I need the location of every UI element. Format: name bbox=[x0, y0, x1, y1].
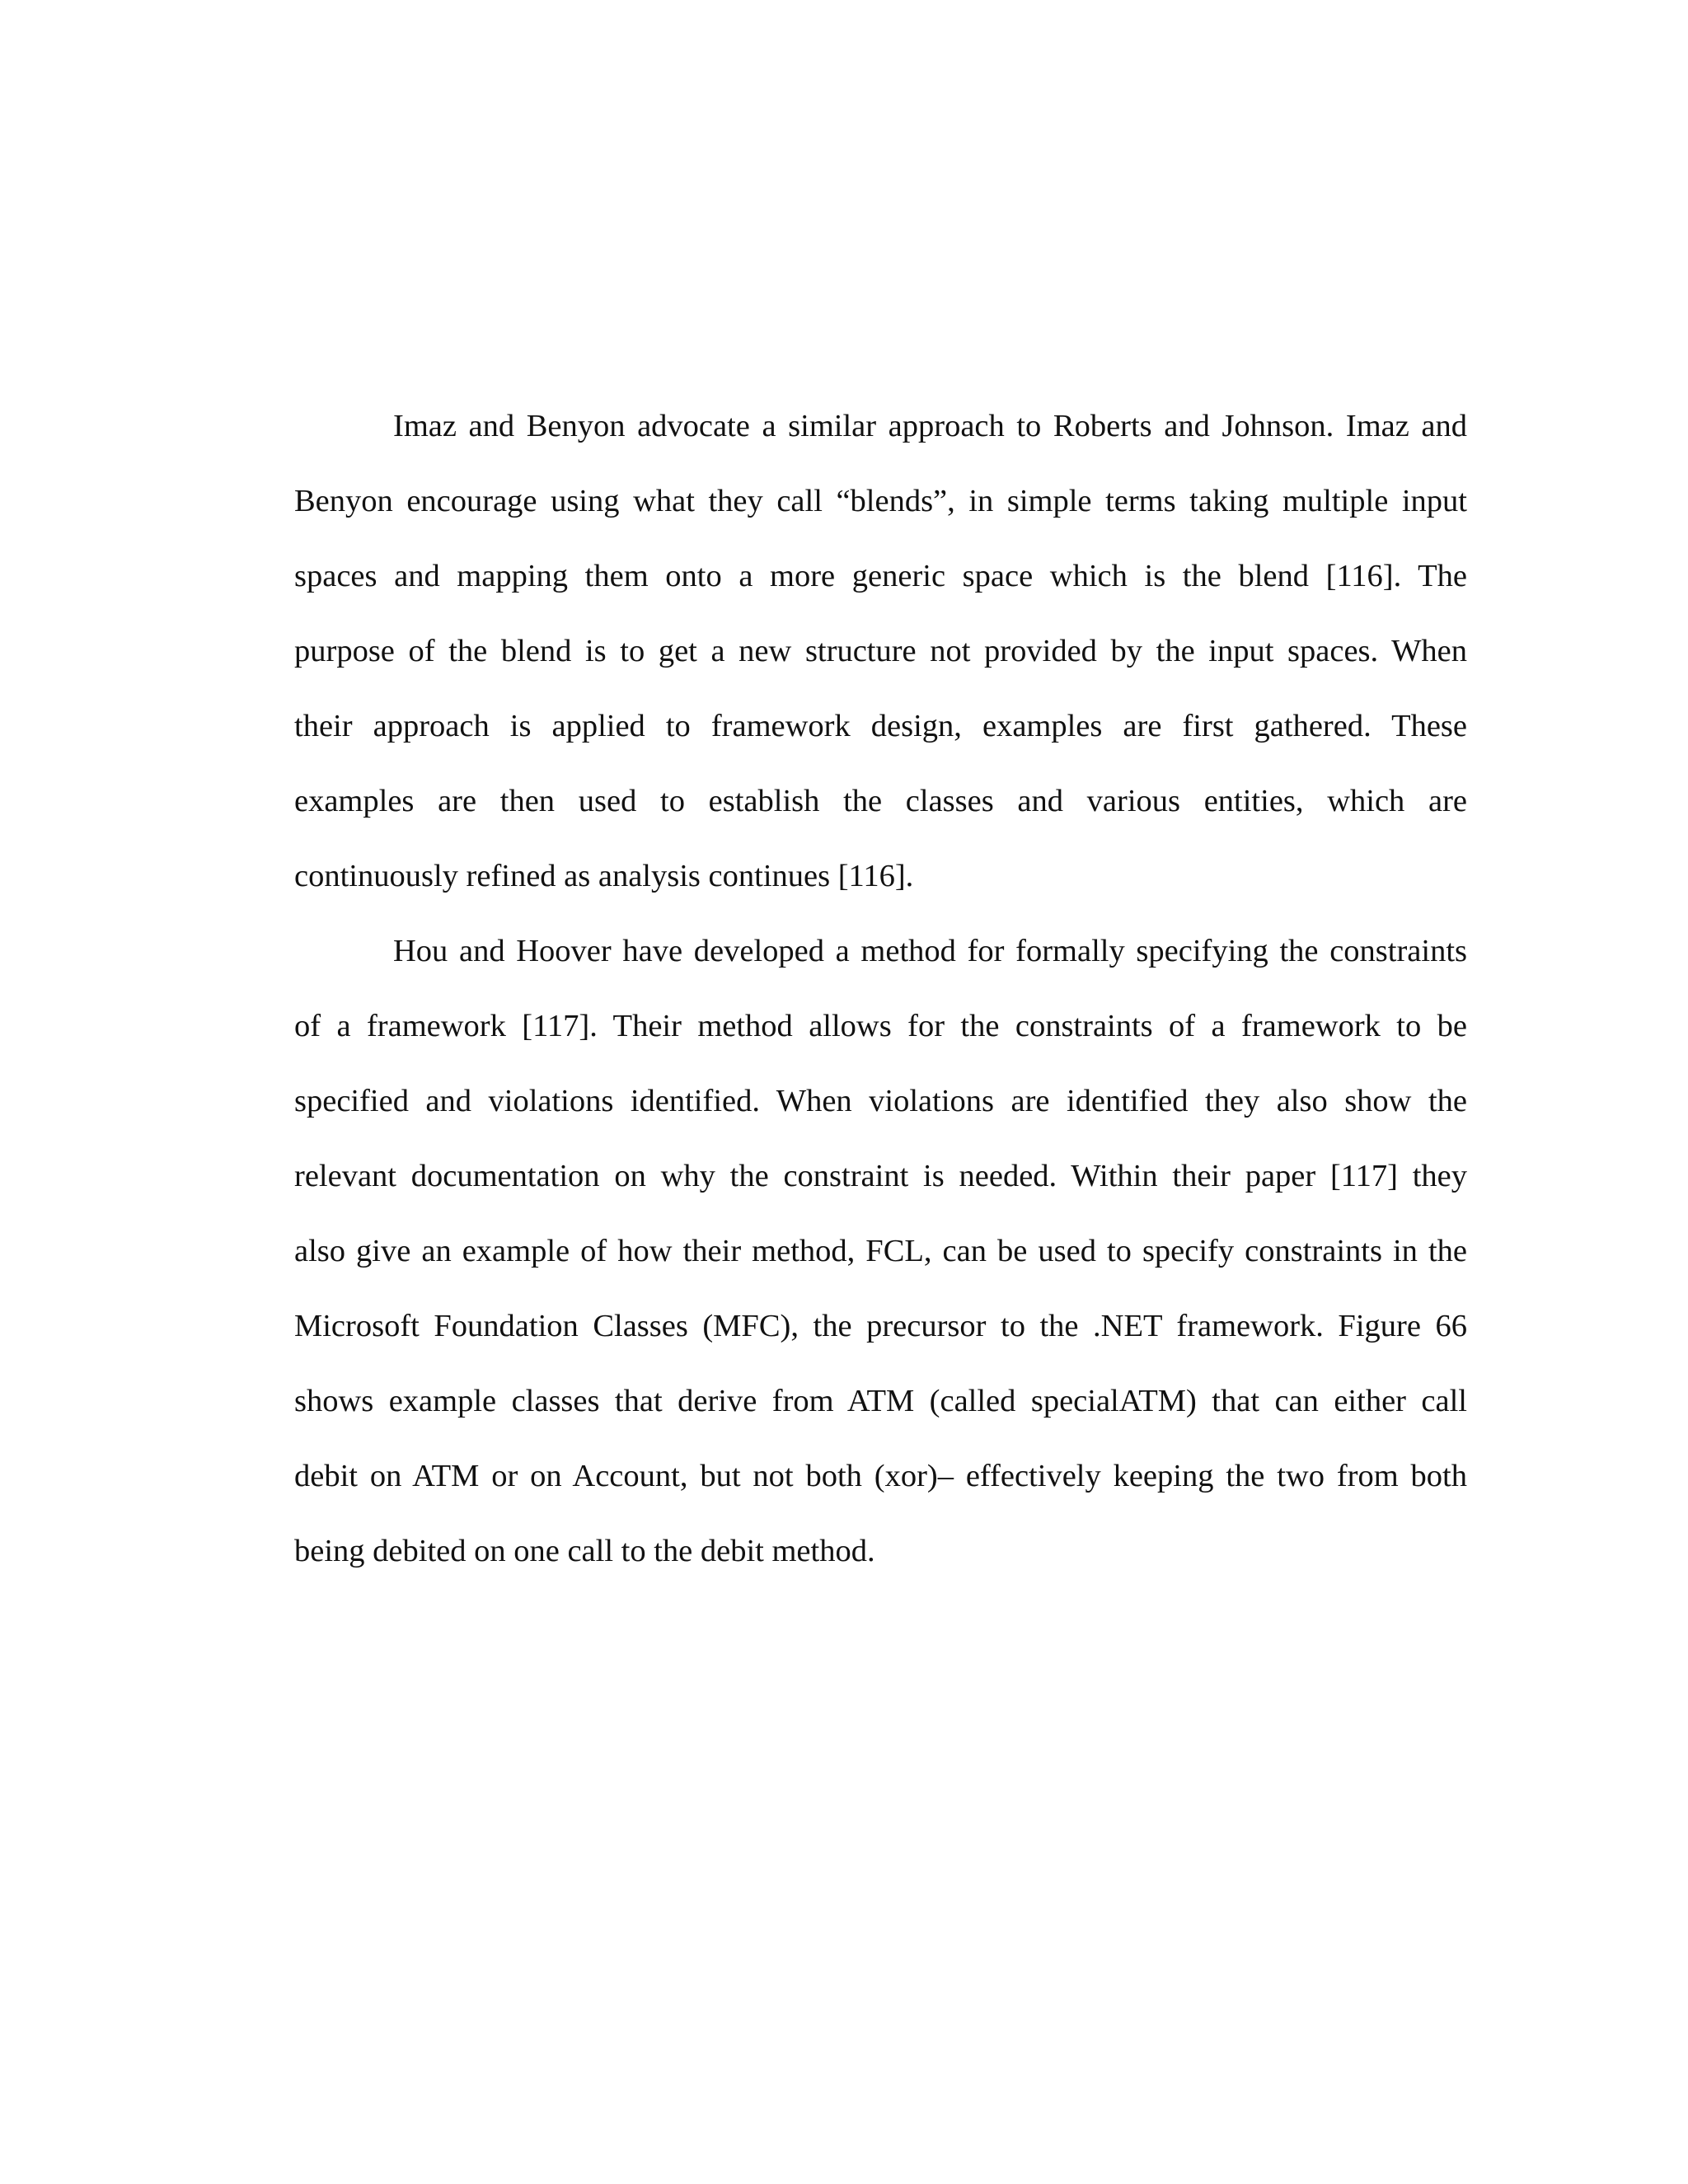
paragraph-line: Benyon encourage using what they call “blends”, in simple terms taking multiple input bbox=[294, 484, 1467, 518]
paragraph-line: specified and violations identified. When violations are identified they also show the bbox=[294, 1084, 1467, 1118]
paragraph-blends bbox=[294, 389, 1467, 914]
body-text bbox=[294, 389, 1467, 1589]
paragraph-line: continuously refined as analysis continues [116]. bbox=[294, 859, 914, 893]
paragraph-line: Microsoft Foundation Classes (MFC), the precursor to the .NET framework. Figure 66 bbox=[294, 1309, 1467, 1343]
paragraph-line: Hou and Hoover have developed a method for formally specifying the constraints bbox=[393, 934, 1467, 968]
paragraph-line: also give an example of how their method, FCL, can be used to specify constraints in the bbox=[294, 1234, 1467, 1268]
paragraph-line: of a framework [117]. Their method allows for the constraints of a framework to be bbox=[294, 1009, 1467, 1043]
paragraph-constraints bbox=[294, 914, 1467, 1589]
paragraph-line: spaces and mapping them onto a more generic space which is the blend [116]. The bbox=[294, 559, 1467, 593]
paragraph-line: being debited on one call to the debit method. bbox=[294, 1534, 875, 1568]
paragraph-line: Imaz and Benyon advocate a similar approach to Roberts and Johnson. Imaz and bbox=[393, 409, 1467, 443]
paragraph-line: relevant documentation on why the constraint is needed. Within their paper [117] they bbox=[294, 1159, 1467, 1193]
paragraph-line: shows example classes that derive from ATM (called specialATM) that can either call bbox=[294, 1384, 1467, 1418]
paragraph-line: examples are then used to establish the classes and various entities, which are bbox=[294, 784, 1467, 818]
paragraph-line: debit on ATM or on Account, but not both (xor)– effectively keeping the two from both bbox=[294, 1459, 1467, 1493]
paragraph-line: purpose of the blend is to get a new structure not provided by the input spaces. When bbox=[294, 634, 1467, 668]
paragraph-line: their approach is applied to framework design, examples are first gathered. These bbox=[294, 709, 1467, 743]
